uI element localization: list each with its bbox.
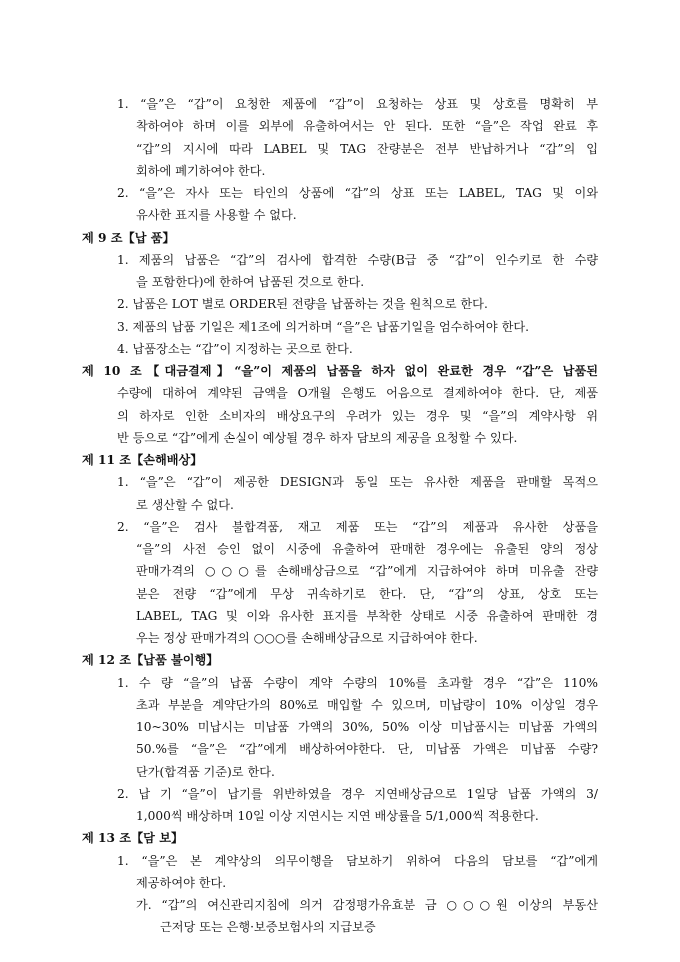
text-line: 제공하여야 한다. xyxy=(136,876,227,890)
text-line: 4. 납품장소는 “갑”이 지정하는 곳으로 한다. xyxy=(117,342,353,356)
text-line: 2. 납 기 “을”이 납기를 위반하였을 경우 지연배상금으로 1일당 납품 가액의 3/ xyxy=(117,787,598,801)
text-line: 2. “을”은 검사 불합격품, 재고 제품 또는 “갑”의 제품과 유사한 상품을 xyxy=(117,520,598,534)
text-line: 1. 제품의 납품은 “갑”의 검사에 합격한 수량(B급 중 “갑”이 인수키로 한 수량 xyxy=(117,253,598,267)
text-line: 1,000씩 배상하며 10일 이상 지연시는 지연 배상률을 5/1,000씩 적용한다. xyxy=(136,809,539,823)
text-line: 초과 부분을 계약단가의 80%로 매입할 수 있으며, 미납량이 10% 이상일 경우 xyxy=(136,698,598,712)
article-heading: 제 10 조【대금결제】“을”이 제품의 납품을 하자 없이 완료한 경우 “갑”은 납품된 xyxy=(82,364,598,378)
text-line: 2. 납품은 LOT 별로 ORDER된 전량을 납품하는 것을 원칙으로 한다. xyxy=(117,297,488,311)
text-line: “갑”의 지시에 따라 LABEL 및 TAG 잔량분은 전부 반납하거나 “갑”의 입 xyxy=(136,142,598,156)
text-line: 로 생산할 수 없다. xyxy=(136,498,234,512)
text-line: 유사한 표지를 사용할 수 없다. xyxy=(136,208,297,222)
text-line: 1. “을”은 “갑”이 요청한 제품에 “갑”이 요청하는 상표 및 상호를 명확히 부 xyxy=(117,97,598,111)
text-line: 1. 수 량 “을”의 납품 수량이 계약 수량의 10%를 초과할 경우 “갑”은 110% xyxy=(117,676,598,690)
article-heading: 제 13 조【담 보】 xyxy=(82,831,184,845)
text-line: 1. “을”은 “갑”이 제공한 DESIGN과 동일 또는 유사한 제품을 판매할 목적으 xyxy=(117,475,598,489)
text-line: 을 포함한다)에 한하여 납품된 것으로 한다. xyxy=(136,275,365,289)
text-line: 우는 정상 판매가격의 ○○○를 손해배상금으로 지급하여야 한다. xyxy=(136,631,478,645)
text-line: 3. 제품의 납품 기일은 제1조에 의거하며 “을”은 납품기일을 엄수하여야 한다. xyxy=(117,320,530,334)
text-line: 회하에 폐기하여야 한다. xyxy=(136,164,266,178)
text-line: LABEL, TAG 및 이와 유사한 표지를 부착한 상태로 시중 유출하여 판매한 경 xyxy=(136,609,598,623)
article-heading: 제 12 조【납품 불이행】 xyxy=(82,653,219,667)
article-heading: 제 11 조【손해배상】 xyxy=(82,453,203,467)
text-line: 50.%를 “을”은 “갑”에게 배상하여야한다. 단, 미납품 가액은 미납품 수량? xyxy=(136,742,598,756)
text-line: 가. “갑”의 여신관리지침에 의거 감정평가유효분 금 ○○○원 이상의 부동산 xyxy=(136,898,598,912)
text-line: 의 하자로 인한 소비자의 배상요구의 우려가 있는 경우 및 “을”의 계약사항 위 xyxy=(117,409,598,423)
text-line: 10~30% 미납시는 미납품 가액의 30%, 50% 이상 미납품시는 미납품 가액의 xyxy=(136,720,598,734)
text-line: 수량에 대하여 계약된 금액을 O개월 은행도 어음으로 결제하여야 한다. 단, 제품 xyxy=(117,386,598,400)
text-line: 착하여야 하며 이를 외부에 유출하여서는 안 된다. 또한 “을”은 작업 완료 후 xyxy=(136,119,598,133)
text-line: “을”의 사전 승인 없이 시중에 유출하여 판매한 경우에는 유출된 양의 정상 xyxy=(136,542,598,556)
article-heading: 제 9 조【납 품】 xyxy=(82,231,175,245)
text-line: 2. “을”은 자사 또는 타인의 상품에 “갑”의 상표 또는 LABEL, TAG 및 이와 xyxy=(117,186,598,200)
text-line: 판매가격의 ○○○를 손해배상금으로 “갑”에게 지급하여야 하며 미유출 잔량 xyxy=(136,564,598,578)
text-line: 분은 전량 “갑”에게 무상 귀속하기로 한다. 단, “갑”의 상표, 상호 또는 xyxy=(136,587,598,601)
text-line: 1. “을”은 본 계약상의 의무이행을 담보하기 위하여 다음의 담보를 “갑”에게 xyxy=(117,854,598,868)
text-line: 반 등으로 “갑”에게 손실이 예상될 경우 하자 담보의 제공을 요청할 수 있다. xyxy=(117,431,518,445)
text-line: 단가(합격품 기준)로 한다. xyxy=(136,765,275,779)
text-line: 근저당 또는 은행·보증보험사의 지급보증 xyxy=(160,920,376,934)
